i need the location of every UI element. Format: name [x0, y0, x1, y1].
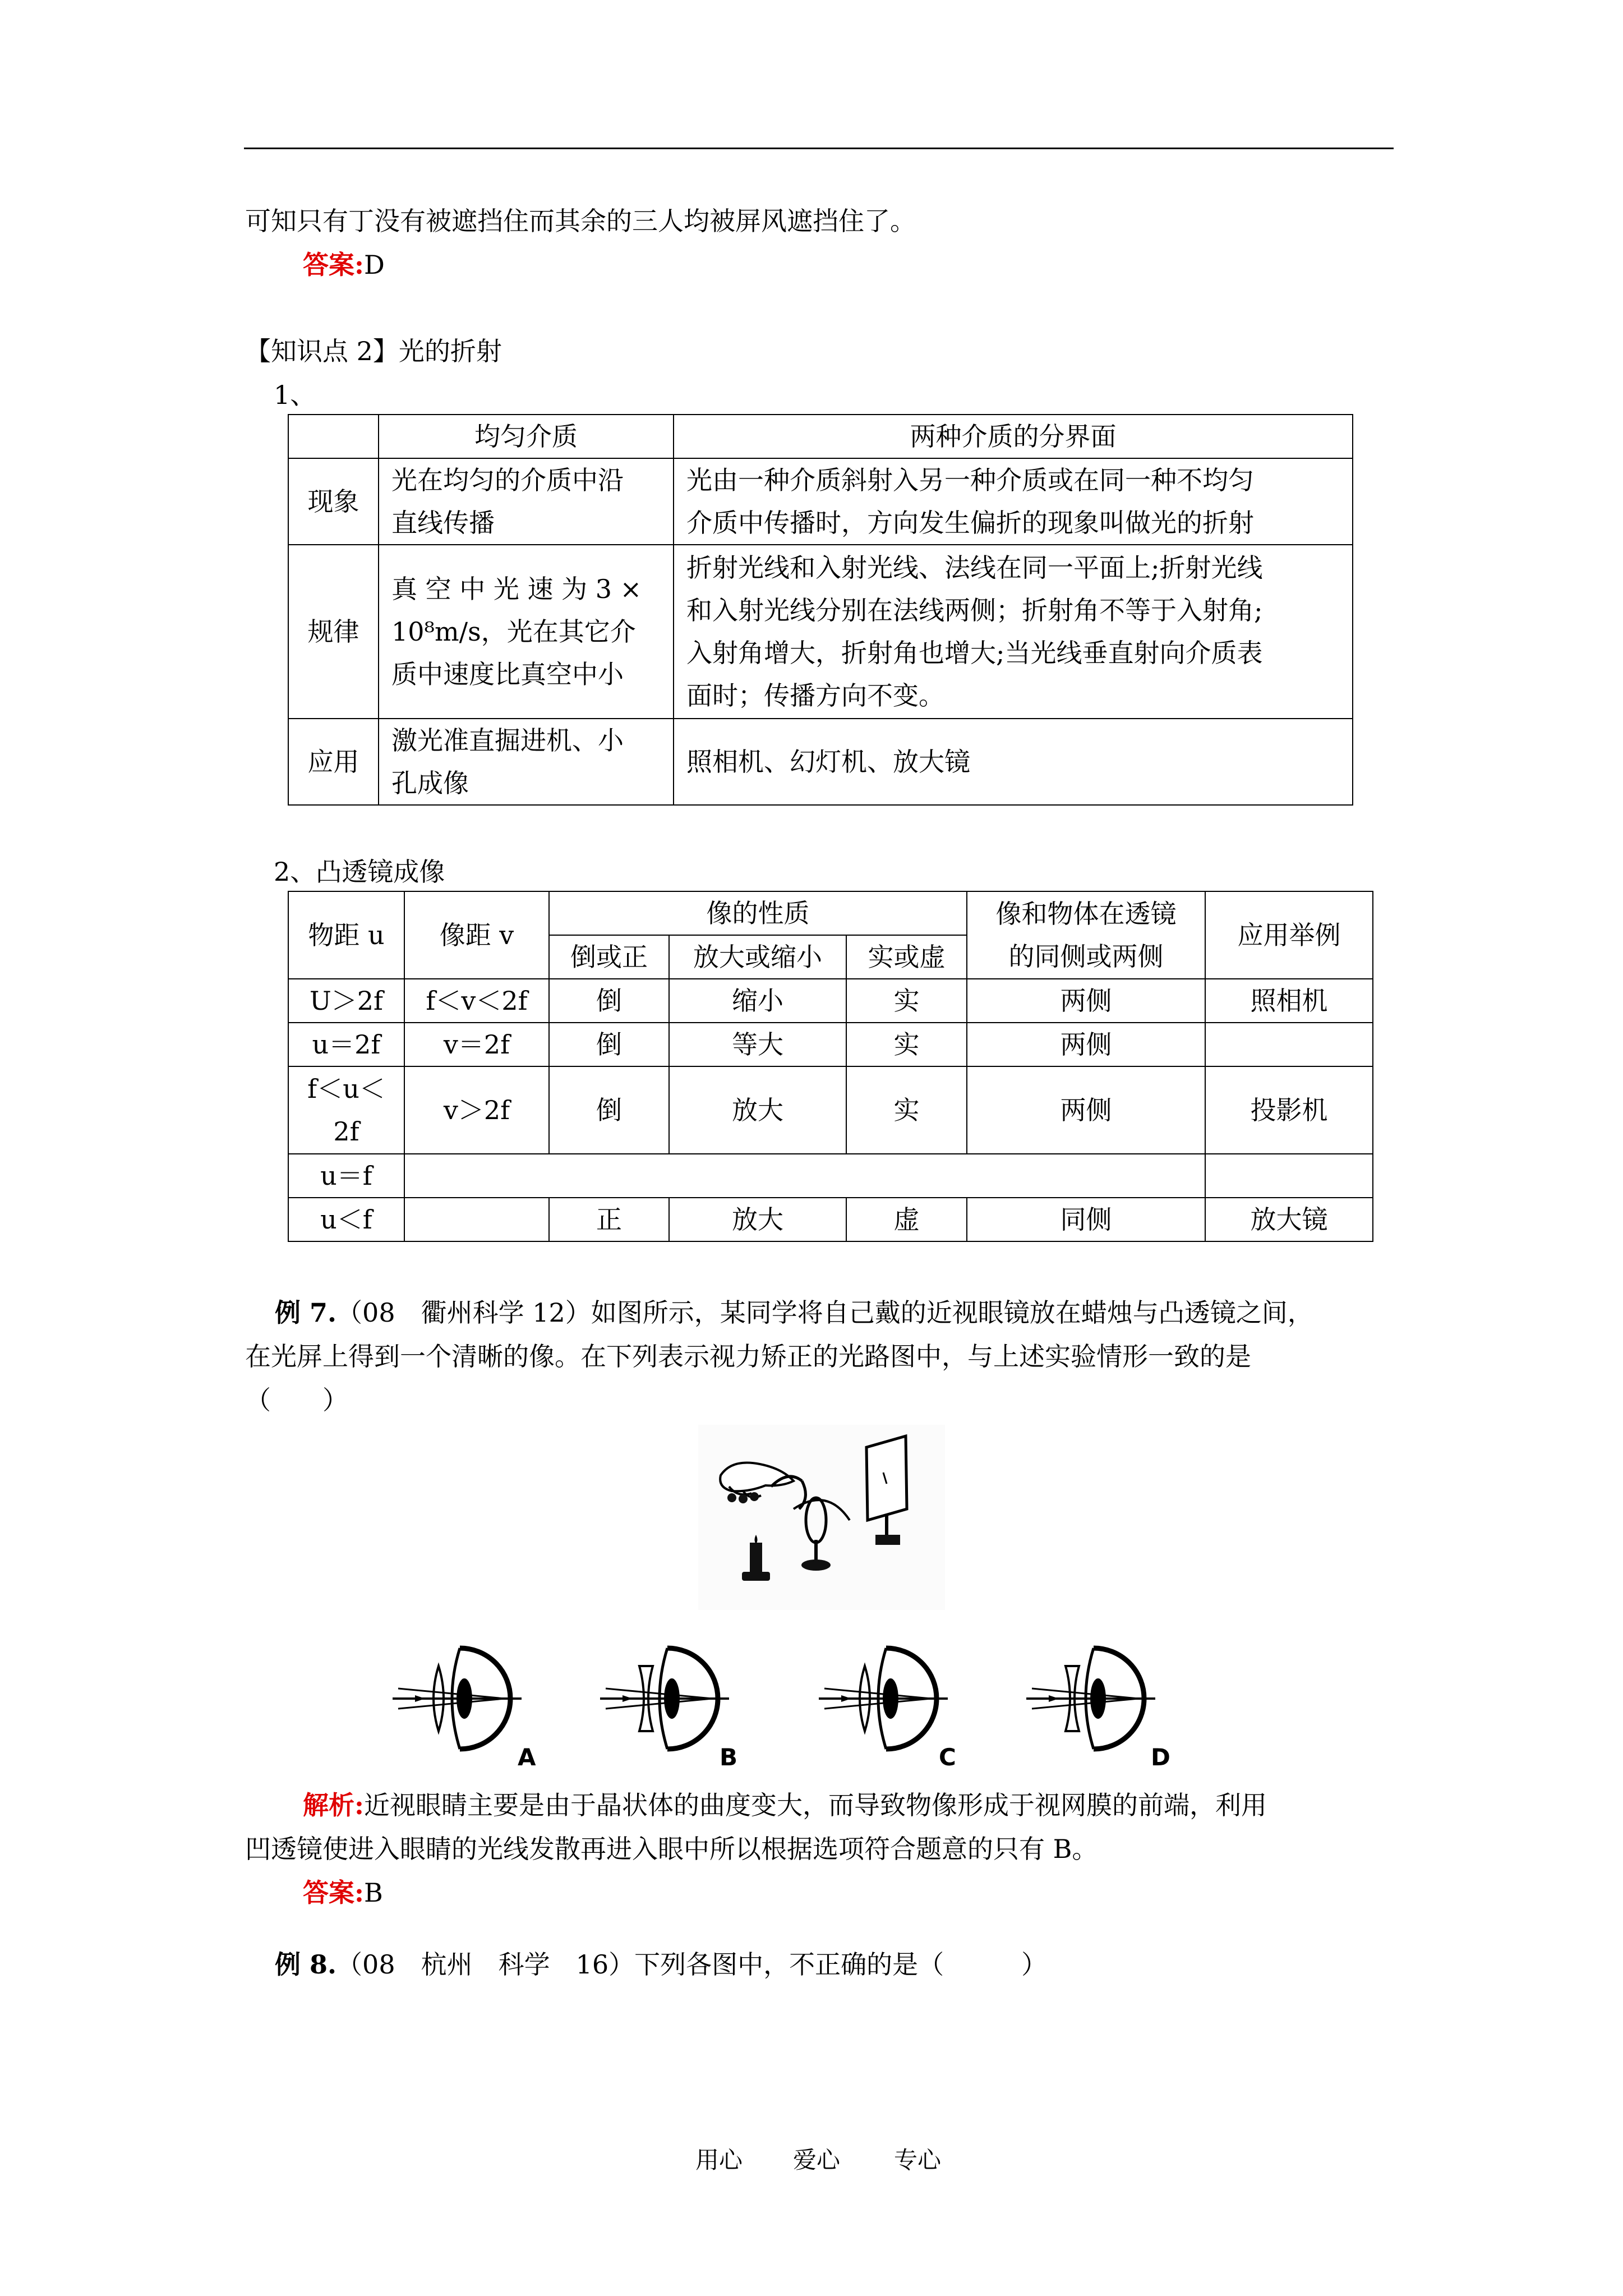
diagram-label-d: D: [1151, 1743, 1170, 1771]
analysis-label: 解析:: [303, 1790, 364, 1820]
analysis-text: 近视眼睛主要是由于晶状体的曲度变大，而导致物像形成于视网膜的前端，利用: [363, 1790, 1267, 1820]
section-title: 【知识点 2】光的折射: [245, 336, 502, 366]
header-image-distance: 像距 v: [404, 891, 549, 979]
answer-label: 答案:: [303, 1878, 364, 1908]
footer-1: 用心: [695, 2146, 743, 2174]
example-text: （08 衢州科学 12）如图所示，某同学将自己戴的近视眼镜放在蜡烛与凸透镜之间，: [336, 1297, 1313, 1328]
example-label: 例 7.: [275, 1297, 337, 1328]
header-object-distance: 物距 u: [288, 891, 404, 979]
cell-line: 像和物体在透镜: [995, 899, 1177, 929]
refraction-table: [288, 414, 1353, 806]
header-side: [967, 891, 1205, 979]
cell-line: 孔成像: [391, 768, 469, 798]
cell-line: 介质中传播时，方向发生偏折的现象叫做光的折射: [686, 508, 1254, 538]
cell-line: 折射光线和入射光线、法线在同一平面上;折射光线: [686, 553, 1263, 583]
cell-side: 同侧: [967, 1198, 1205, 1241]
cell-app: [1205, 1023, 1373, 1066]
cell-app: 照相机: [1205, 979, 1373, 1023]
table-header-row: [288, 415, 1353, 458]
example-7-line-2: 在光屏上得到一个清晰的像。在下列表示视力矫正的光路图中，与上述实验情形一致的是: [245, 1341, 1251, 1372]
cell-u: f＜u＜ 2f: [288, 1066, 404, 1154]
cell-line: 激光准直掘进机、小: [391, 725, 624, 756]
header-inverted: 倒或正: [549, 935, 669, 979]
cell-line: 光在均匀的介质中沿: [391, 465, 624, 495]
cell-u: u＝f: [288, 1154, 404, 1198]
table-row: [288, 1023, 1373, 1066]
table-row: [288, 458, 1353, 545]
cell-line: 的同侧或两侧: [1008, 941, 1164, 972]
table-row: [288, 1066, 1373, 1154]
cell-line: 真 空 中 光 速 为 3 ×: [391, 574, 642, 604]
cell-v: v＞2f: [404, 1066, 549, 1154]
answer-2: [303, 1875, 383, 1911]
diagram-b: [600, 1648, 729, 1749]
analysis-line-2: 凹透镜使进入眼睛的光线发散再进入眼中所以根据选项符合题意的只有 B。: [245, 1834, 1098, 1864]
cell-merged-empty: [404, 1154, 1205, 1198]
cell-uniform: [379, 719, 674, 805]
example-label: 例 8.: [275, 1949, 337, 1980]
header-real: 实或虚: [846, 935, 967, 979]
cell-app: [1205, 1154, 1373, 1198]
convex-lens-table: [288, 891, 1373, 1242]
row-label: 规律: [288, 545, 379, 719]
cell-v: f＜v＜2f: [404, 979, 549, 1023]
cell-v: v＝2f: [404, 1023, 549, 1066]
header-rule: [244, 148, 1394, 149]
analysis-line-1: [303, 1787, 1267, 1823]
cell-inv: 倒: [549, 979, 669, 1023]
table-row: [288, 1154, 1373, 1198]
cell-app: 放大镜: [1205, 1198, 1373, 1241]
cell-line: 和入射光线分别在法线两侧；折射角不等于入射角;: [686, 595, 1263, 625]
answer-label: 答案:: [303, 250, 364, 280]
cell-size: 等大: [669, 1023, 846, 1066]
cell-inv: 倒: [549, 1023, 669, 1066]
row-label: 现象: [288, 458, 379, 545]
header-application: 应用举例: [1205, 891, 1373, 979]
cell-interface: [674, 458, 1353, 545]
cell-side: 两侧: [967, 1023, 1205, 1066]
cell-interface: 照相机、幻灯机、放大镜: [674, 719, 1353, 805]
table-row: [288, 979, 1373, 1023]
cell-uniform: [379, 458, 674, 545]
cell-real: 实: [846, 979, 967, 1023]
diagram-label-b: B: [720, 1743, 738, 1771]
cell-real: 实: [846, 1023, 967, 1066]
example-8: [275, 1947, 1047, 1982]
answer-1: [303, 247, 385, 283]
table-row: [288, 719, 1353, 805]
cell-inv: 倒: [549, 1066, 669, 1154]
cell-side: 两侧: [967, 1066, 1205, 1154]
cell-v: [404, 1198, 549, 1241]
table-header-uniform: 均匀介质: [379, 415, 674, 458]
cell-size: 放大: [669, 1198, 846, 1241]
table-header-row: [288, 891, 1373, 935]
table-corner-cell: [288, 415, 379, 458]
cell-inv: 正: [549, 1198, 669, 1241]
header-image-nature: 像的性质: [549, 891, 967, 935]
item-1: 1、: [274, 380, 316, 410]
cell-side: 两侧: [967, 979, 1205, 1023]
cell-uniform: [379, 545, 674, 719]
table-row: [288, 1198, 1373, 1241]
item-2: 2、凸透镜成像: [274, 857, 445, 887]
cell-real: 虚: [846, 1198, 967, 1241]
answer-value: B: [363, 1878, 383, 1908]
cell-u: u＜f: [288, 1198, 404, 1241]
experiment-illustration: [698, 1425, 945, 1610]
cell-line: 10⁸m/s，光在其它介: [391, 616, 636, 647]
cell-line: 质中速度比真空中小: [391, 659, 624, 689]
cell-size: 缩小: [669, 979, 846, 1023]
cell-line: 直线传播: [391, 508, 495, 538]
diagram-label-a: A: [518, 1743, 536, 1771]
cell-line: 光由一种介质斜射入另一种介质或在同一种不均匀: [686, 465, 1254, 495]
diagram-label-c: C: [939, 1743, 956, 1771]
table-row: [288, 545, 1353, 719]
diagram-c: [819, 1648, 948, 1749]
header-size: 放大或缩小: [669, 935, 846, 979]
row-label: 应用: [288, 719, 379, 805]
footer-3: 专心: [894, 2146, 942, 2174]
cell-u: U＞2f: [288, 979, 404, 1023]
cell-line: 入射角增大，折射角也增大;当光线垂直射向介质表: [686, 638, 1263, 668]
answer-value: D: [363, 250, 385, 280]
cell-size: 放大: [669, 1066, 846, 1154]
cell-line: 面时；传播方向不变。: [686, 680, 944, 711]
example-7-line-1: [275, 1295, 1313, 1331]
cell-u: u＝2f: [288, 1023, 404, 1066]
diagram-a: [393, 1648, 522, 1749]
example-text: （08 杭州 科学 16）下列各图中，不正确的是（ ）: [336, 1949, 1048, 1980]
intro-line: 可知只有丁没有被遮挡住而其余的三人均被屏风遮挡住了。: [245, 206, 916, 236]
cell-real: 实: [846, 1066, 967, 1154]
cell-app: 投影机: [1205, 1066, 1373, 1154]
diagram-d: [1026, 1648, 1155, 1749]
table-header-interface: 两种介质的分界面: [674, 415, 1353, 458]
cell-interface: [674, 545, 1353, 719]
example-7-line-3: （ ）: [245, 1385, 348, 1415]
footer-2: 爱心: [793, 2146, 841, 2174]
